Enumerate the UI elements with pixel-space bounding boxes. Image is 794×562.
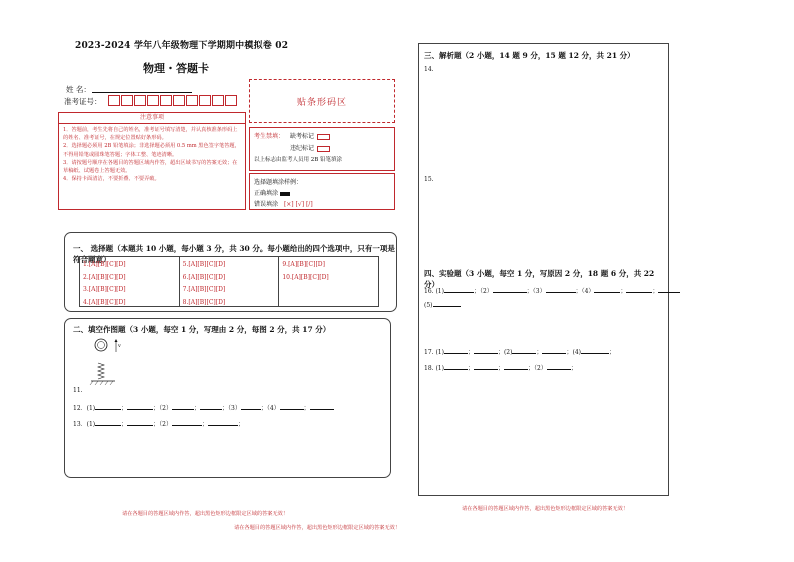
q16-part: 16. (1) [424, 288, 444, 295]
q17-part: ；(2) [497, 349, 513, 356]
exam-id-digit[interactable] [186, 95, 198, 106]
notice-item: 3．请按题号顺序在各题目的答题区域内作答，超出区域书写的答案无效；在草稿纸、试题卷上答题无效。 [63, 159, 238, 175]
subject-title: 物理・答题卡 [143, 62, 209, 75]
proctor-note: 以上标志由监考人员用 2B 铅笔填涂 [254, 157, 343, 163]
footer-warning-center: 请在各题目的答题区域内作答，超出黑色矩形边框限定区域的答案无效！ [234, 525, 401, 531]
exam-id-digit[interactable] [121, 95, 133, 106]
answer-blank[interactable] [200, 403, 222, 410]
choice-column [279, 257, 378, 306]
name-field[interactable] [92, 92, 192, 93]
q18-part: ； [497, 365, 504, 372]
q16-row [424, 286, 680, 295]
exam-id-digit[interactable] [173, 95, 185, 106]
q13-part: ； [238, 421, 245, 428]
answer-blank[interactable] [626, 286, 652, 293]
answer-blank[interactable] [172, 403, 194, 410]
q12-part: ；（4） [260, 405, 280, 412]
q13-part: ；（2） [153, 421, 172, 428]
q17-row [424, 347, 615, 356]
exam-title: 2023-2024 学年八年级物理下学期期中模拟卷 02 [75, 41, 289, 51]
spring-ball-figure [85, 337, 125, 389]
choice-row[interactable]: 2.[A][B][C][D] [83, 273, 126, 281]
answer-blank[interactable] [433, 300, 461, 307]
q18-part: ； [570, 365, 577, 372]
notice-item: 2．选择题必须用 2B 铅笔填涂；非选择题必须用 0.5 mm 黑色签字笔答题，不得用铅笔或圆珠笔答题；字体工整、笔迹清晰。 [63, 143, 240, 158]
correct-fill-label: 正确填涂 [254, 190, 279, 197]
violation-label: 违纪标记 [290, 145, 315, 152]
notice-box [58, 112, 246, 210]
q12-part: ； [303, 405, 310, 412]
choice-grid [79, 256, 379, 307]
q13-row [73, 419, 244, 428]
barcode-area: 贴条形码区 [249, 79, 395, 123]
footer-warning-left: 请在各题目的答题区域内作答，超出黑色矩形边框限定区域的答案无效！ [122, 511, 289, 517]
section-fill-title: 二、填空作图题（3 小题，每空 1 分，写理由 2 分，每图 2 分，共 17 分） [73, 325, 331, 334]
q11-label: 11. [73, 387, 83, 394]
choice-row[interactable]: 6.[A][B][C][D] [182, 273, 226, 281]
q16-part: ；（2） [473, 288, 493, 295]
answer-blank[interactable] [474, 363, 498, 370]
q18-part: 18. (1) [424, 365, 444, 372]
choice-column [180, 257, 280, 306]
footer-warning-right: 请在各题目的答题区域内作答，超出黑色矩形边框限定区域的答案无效！ [462, 506, 629, 512]
section-experiment-title: 四、实验题（3 小题，每空 1 分，写原因 2 分，18 题 6 分，共 22 分） [424, 269, 655, 289]
choice-row[interactable]: 1.[A][B][C][D] [83, 261, 126, 268]
notice-title: 注意事项 [59, 113, 245, 124]
q18-part: ；（2） [527, 365, 547, 372]
q17-part: ； [608, 349, 615, 356]
exam-id-digit[interactable] [147, 95, 159, 106]
exam-id-digit[interactable] [160, 95, 172, 106]
q14-label: 14. [424, 66, 434, 73]
answer-blank[interactable] [444, 363, 468, 370]
q13-part: 13．(1) [73, 421, 96, 428]
answer-blank[interactable] [241, 403, 261, 410]
answer-blank[interactable] [444, 286, 474, 293]
choice-row[interactable]: 8.[A][B][C][D] [182, 298, 226, 306]
q17-part: ； [467, 349, 474, 356]
answer-blank[interactable] [658, 286, 680, 293]
absent-label: 缺考标记 [290, 133, 315, 140]
correct-fill-sample [280, 192, 290, 196]
answer-blank[interactable] [546, 286, 576, 293]
q18-row [424, 363, 577, 372]
answer-panel-right [418, 43, 669, 496]
wrong-fill-sample: [×] [√] [/] [283, 201, 313, 208]
answer-blank[interactable] [172, 419, 202, 426]
q12-part: 12．(1) [73, 405, 96, 412]
q15-label: 15. [424, 176, 434, 183]
answer-blank[interactable] [95, 403, 121, 410]
answer-blank[interactable] [547, 363, 571, 370]
answer-blank[interactable] [280, 403, 304, 410]
q16-part: (5) [424, 302, 433, 309]
answer-blank[interactable] [444, 347, 468, 354]
exam-id-digit[interactable] [108, 95, 120, 106]
answer-blank[interactable] [208, 419, 238, 426]
answer-blank[interactable] [542, 347, 566, 354]
exam-id-boxes[interactable] [108, 95, 238, 106]
velocity-label: v [118, 343, 121, 349]
violation-checkbox[interactable] [317, 146, 330, 152]
q16-row-2 [424, 300, 461, 309]
answer-blank[interactable] [512, 347, 536, 354]
choice-row[interactable]: 5.[A][B][C][D] [182, 261, 226, 268]
answer-blank[interactable] [127, 403, 153, 410]
choice-row[interactable]: 9.[A][B][C][D] [282, 261, 325, 268]
name-label: 姓 名： [66, 85, 91, 94]
prohibited-label: 考生禁填： [254, 133, 285, 140]
q17-part: ； [536, 349, 543, 356]
q12-part: ； [193, 405, 200, 412]
choice-row[interactable]: 3.[A][B][C][D] [83, 286, 126, 293]
answer-blank[interactable] [95, 419, 121, 426]
notice-item: 1．答题前，考生先将自己的姓名，准考证号填写清楚，并认真核准条形码上的姓名、准考证号，在规定位置贴好条形码。 [63, 127, 238, 142]
answer-blank[interactable] [310, 403, 334, 410]
q16-part: ； [620, 288, 627, 295]
status-box [249, 127, 395, 171]
exam-id-label: 准考证号： [64, 97, 102, 106]
section-analysis-title: 三、解析题（2 小题，14 题 9 分，15 题 12 分，共 21 分） [424, 51, 635, 60]
q12-part: ； [121, 405, 128, 412]
absent-checkbox[interactable] [317, 134, 330, 140]
q12-part: ；（2） [153, 405, 172, 412]
q17-part: ；(4) [566, 349, 581, 356]
notice-item: 4．保持卡面清洁，不要折叠、不要弄破。 [63, 176, 160, 183]
exam-id-digit[interactable] [134, 95, 146, 106]
wrong-fill-label: 错误填涂 [254, 201, 279, 208]
q12-part: ；（3） [222, 405, 241, 412]
answer-blank[interactable] [474, 347, 498, 354]
answer-blank[interactable] [594, 286, 620, 293]
q12-row [73, 403, 334, 412]
answer-blank[interactable] [504, 363, 528, 370]
answer-blank[interactable] [127, 419, 153, 426]
fill-sample-title: 选择题填涂样例： [254, 179, 303, 186]
choice-row[interactable]: 4.[A][B][C][D] [83, 298, 126, 306]
choice-row[interactable]: 10.[A][B][C][D] [282, 273, 329, 281]
fill-sample-box [249, 173, 395, 210]
answer-blank[interactable] [581, 347, 609, 354]
choice-row[interactable]: 7.[A][B][C][D] [182, 286, 226, 293]
q13-part: ； [201, 421, 208, 428]
q16-part: ； [652, 288, 659, 295]
exam-id-digit[interactable] [225, 95, 237, 106]
q16-part: ；（4） [575, 288, 595, 295]
exam-id-digit[interactable] [212, 95, 224, 106]
choice-column [80, 257, 180, 306]
answer-blank[interactable] [493, 286, 527, 293]
q16-part: ；（3） [526, 288, 546, 295]
section-fill [64, 318, 391, 478]
section-choice-title: 一、 选择题（本题共 10 小题，每小题 3 分，共 30 分。每小题给出的四个选项中，只有一项是符合题意） [73, 244, 395, 264]
q17-part: 17. (1) [424, 349, 444, 356]
q13-part: ； [121, 421, 128, 428]
exam-id-digit[interactable] [199, 95, 211, 106]
q18-part: ； [467, 365, 474, 372]
